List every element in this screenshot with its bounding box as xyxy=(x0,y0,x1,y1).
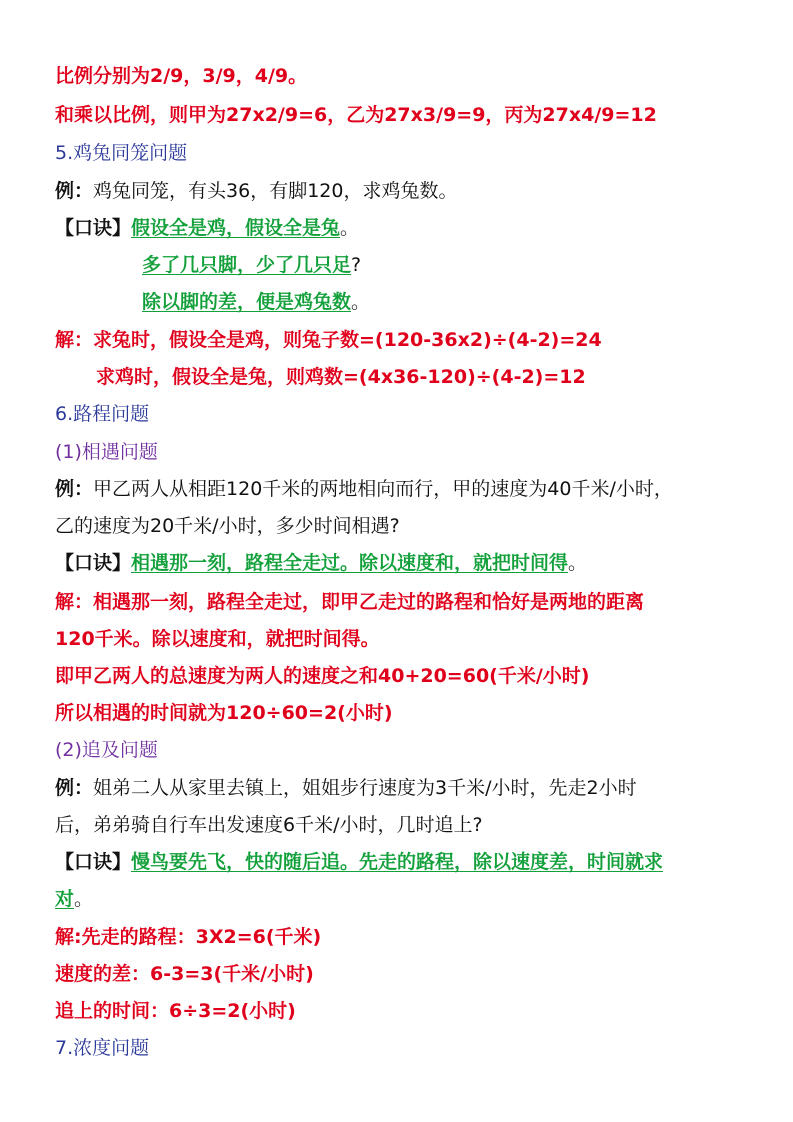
rhyme-label: 【口诀】 xyxy=(55,217,132,239)
rhyme-punct: ? xyxy=(351,254,362,276)
rhyme-punct: 。 xyxy=(340,217,360,239)
multiply-ratio-line: 和乘以比例，则甲为27x2/9=6，乙为27x3/9=9，丙为27x4/9=12 xyxy=(55,104,657,126)
section-6-2-solution-2: 速度的差：6-3=3(千米/小时) xyxy=(55,963,314,985)
rhyme-punct: 。 xyxy=(351,291,371,313)
section-6-2-rhyme-a xyxy=(55,850,663,874)
section-6-2-example-b: 后，弟弟骑自行车出发速度6千米/小时，几时追上? xyxy=(55,814,483,836)
section-6-2-rhyme-b xyxy=(55,887,93,911)
subsection-6-2-heading: (2)追及问题 xyxy=(55,739,158,761)
rhyme-label: 【口诀】 xyxy=(55,552,132,574)
section-6-2-solution-3: 追上的时间：6÷3=2(小时) xyxy=(55,1000,296,1022)
ratio-line: 比例分别为2/9，3/9，4/9。 xyxy=(55,65,308,87)
section-6-heading: 6.路程问题 xyxy=(55,403,150,425)
rhyme-text: 对 xyxy=(55,888,75,910)
rhyme-text: 相遇那一刻，路程全走过。除以速度和，就把时间得 xyxy=(131,552,569,574)
example-label: 例： xyxy=(55,777,94,799)
rhyme-text: 慢鸟要先飞，快的随后追。先走的路程，除以速度差，时间就求 xyxy=(131,851,664,873)
rhyme-label: 【口诀】 xyxy=(55,851,132,873)
example-text: 甲乙两人从相距120千米的两地相向而行，甲的速度为40千米/小时， xyxy=(93,478,673,500)
section-5-solution-2: 求鸡时，假设全是兔，则鸡数=(4x36-120)÷(4-2)=12 xyxy=(96,366,586,388)
example-text: 姐弟二人从家里去镇上，姐姐步行速度为3千米/小时，先走2小时 xyxy=(93,777,637,799)
section-6-1-rhyme xyxy=(55,551,587,575)
rhyme-punct: 。 xyxy=(74,888,94,910)
rhyme-text: 假设全是鸡，假设全是兔 xyxy=(131,217,341,239)
rhyme-text: 除以脚的差，便是鸡兔数 xyxy=(142,291,352,313)
rhyme-punct: 。 xyxy=(568,552,588,574)
example-label: 例： xyxy=(55,180,94,202)
section-5-rhyme-1 xyxy=(55,216,359,240)
section-6-2-solution-1: 解:先走的路程：3X2=6(千米) xyxy=(55,926,322,948)
section-6-1-solution-1: 解：相遇那一刻，路程全走过，即甲乙走过的路程和恰好是两地的距离 xyxy=(55,591,645,613)
rhyme-text: 多了几只脚，少了几只足 xyxy=(142,254,352,276)
section-6-1-example-b: 乙的速度为20千米/小时，多少时间相遇? xyxy=(55,515,400,537)
section-5-solution-1: 解：求兔时，假设全是鸡，则兔子数=(120-36x2)÷(4-2)=24 xyxy=(55,329,602,351)
subsection-6-1-heading: (1)相遇问题 xyxy=(55,441,158,463)
section-5-heading: 5.鸡兔同笼问题 xyxy=(55,142,188,164)
section-5-example xyxy=(55,179,457,203)
section-6-2-example-a xyxy=(55,776,637,800)
section-7-heading: 7.浓度问题 xyxy=(55,1037,150,1059)
section-6-1-example-a xyxy=(55,477,673,501)
section-6-1-solution-3: 即甲乙两人的总速度为两人的速度之和40+20=60(千米/小时) xyxy=(55,665,590,687)
section-6-1-solution-4: 所以相遇的时间就为120÷60=2(小时) xyxy=(55,702,393,724)
example-label: 例： xyxy=(55,478,94,500)
section-5-rhyme-3 xyxy=(142,290,370,314)
section-6-1-solution-2: 120千米。除以速度和，就把时间得。 xyxy=(55,628,380,650)
example-text: 鸡兔同笼，有头36，有脚120，求鸡兔数。 xyxy=(93,180,458,202)
section-5-rhyme-2 xyxy=(142,253,361,277)
